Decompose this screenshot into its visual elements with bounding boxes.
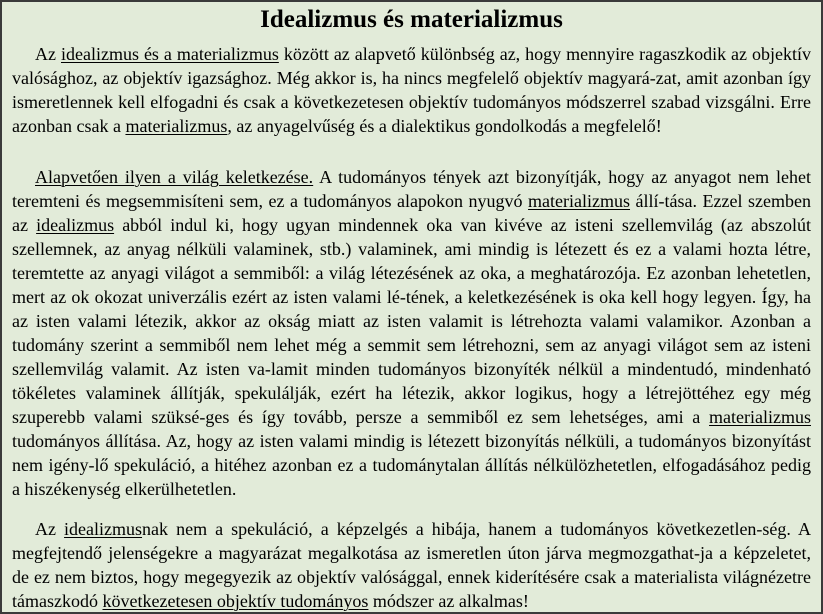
underlined-term: materializmus xyxy=(528,191,631,211)
text-run: abból indul ki, hogy ugyan mindennek oka van kivéve az isteni szellemvilág (az abszolút szellemnek, az anyag nélküli valaminek, stb.) valaminek, ami mindig is létezett és ez a valami hozta létre, teremtette az anyagi világot a semmiből: a világ létezésének az oka, a meghatározója. Ez azonban lehetetlen, mert az ok okozat univerzális ezért az isten valami lé-tének, a keletkezésének is oka kell hogy legyen. Így, ha az isten valami létezik, akkor az okság miatt az isten valamit is létrehozta valami valamikor. Azonban a tudomány szerint a semmiből nem lehet még a semmit sem létrehozni, sem az anyagi világot sem az isteni szellemvilág valamit. Az isten va-lamit minden tudományos bizonyíték nélkül a mindentudó, mindenható tökéletes valaminek állítják, spekulálják, ezért ha létezik, akkor logikus, hogy a létrejöttéhez egy még szuperebb valami szüksé-ges és így tovább, persze a semmiből ez sem lehetséges, ami a xyxy=(12,215,811,427)
text-run: nak nem a spekuláció, a képzelgés a hibája, hanem a tudományos következetlen-ség. A megfejtendő jelenségekre a magyarázat megalkotása az ismeretlen úton járva megmozgathat-ja a képzeletet, de ez nem biztos, hogy megegyezik az objektív valósággal, ennek kiderítésére csak a materialista világnézetre támaszkodó xyxy=(12,519,811,611)
underlined-term: materializmus xyxy=(709,407,811,427)
text-run: állí-tása. Ezzel szemben az xyxy=(12,191,811,235)
paragraph-2 xyxy=(12,165,811,501)
text-run: A tudományos tények azt bizonyítják, hogy az anyagot nem lehet teremteni és megsemmisíteni sem, ez a tudományos alapokon nyugvó xyxy=(12,167,811,211)
text-run: Az xyxy=(35,44,61,64)
paragraph-3 xyxy=(12,517,811,613)
underlined-term: következetesen objektív tudományos xyxy=(102,591,369,611)
underlined-term: idealizmus xyxy=(36,215,115,235)
text-run: között az alapvető különbség az, hogy mennyire ragaszkodik az objektív valósághoz, az objektív igazsághoz. Még akkor is, ha nincs megfelelő objektív magyará-zat, amit azonban így ismeretlennek kell elfogadni és csak a következetesen objektív tudományos módszerrel szabad vizsgálni. Erre azonban csak a xyxy=(12,44,812,136)
text-run: , az anyagelvűség és a dialektikus gondolkodás a megfelelő! xyxy=(227,116,662,136)
text-run: módszer az alkalmas! xyxy=(368,591,529,611)
underlined-term: materializmus xyxy=(125,116,228,136)
text-run: Az xyxy=(35,519,65,539)
underlined-term: Alapvetően ilyen a világ keletkezése. xyxy=(35,167,314,187)
page-title: Idealizmus és materializmus xyxy=(260,6,563,33)
paragraph-1 xyxy=(12,42,811,138)
underlined-term: idealizmus és a materializmus xyxy=(60,44,279,64)
underlined-term: idealizmus xyxy=(64,519,143,539)
text-run: tudományos állítása. Az, hogy az isten valami mindig is létezett bizonyítás nélküli, a tudományos bizonyítást nem igény-lő spekuláció, a hitéhez azonban ez a tudománytalan állítás nélkülözhetetlen, elfogadásához pedig a hiszékenység elkerülhetetlen. xyxy=(12,431,811,499)
